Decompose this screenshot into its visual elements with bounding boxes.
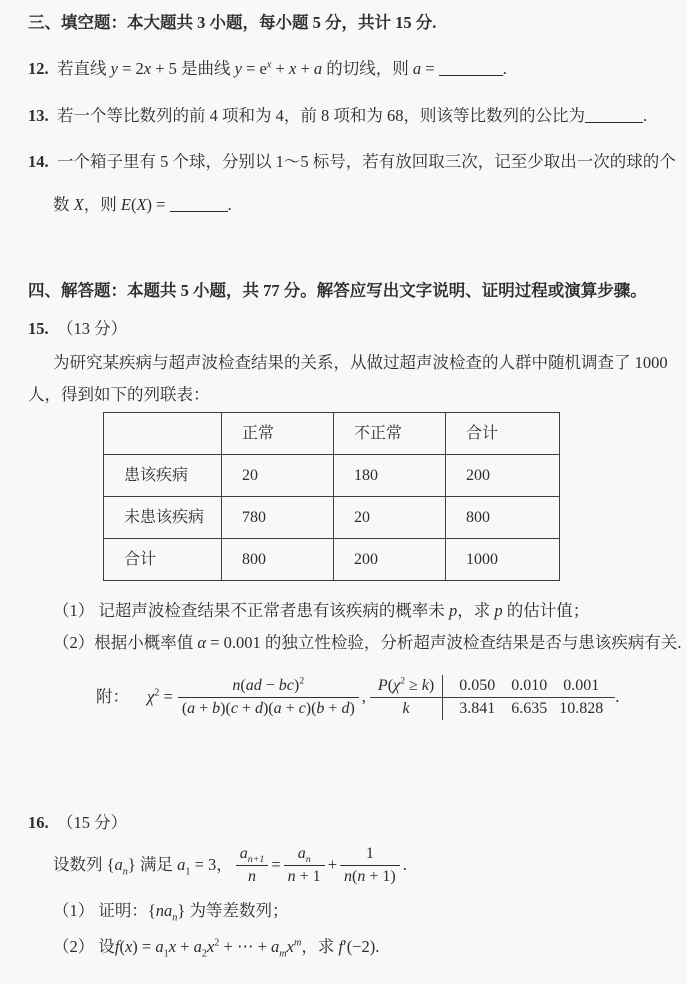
- k-label: k: [402, 699, 410, 717]
- question-13-text: 若一个等比数列的前 4 项和为 4，前 8 项和为 68，则该等比数列的公比为 .: [57, 106, 648, 125]
- question-16-intro: 设数列 $\{a_n\}$ 满足 $a_1 = 3$，: [53, 855, 233, 878]
- critical-value-row-probability: [370, 675, 615, 698]
- cell-value: 20: [334, 497, 446, 539]
- k-values: 3.841 6.635 10.828: [443, 697, 616, 720]
- equals-sign: =: [271, 855, 281, 874]
- fraction-numerator: $a_n$: [284, 844, 325, 866]
- fraction-denominator: n(n + 1): [344, 867, 396, 885]
- question-15-intro-line2: 人，得到如下的列联表：: [28, 385, 210, 404]
- question-16-part1: （1） 证明：$\{na_n\}$ 为等差数列；: [53, 901, 289, 924]
- contingency-header-empty: [104, 413, 222, 455]
- question-13: [28, 105, 677, 127]
- row-label-diseased: 患该疾病: [104, 455, 222, 497]
- fraction-numerator: n(ad − bc)$^2$: [178, 676, 359, 698]
- question-14-number: 14.: [28, 152, 49, 171]
- appendix-label: 附：: [96, 687, 129, 706]
- fraction-numerator: $a_{n+1}$: [236, 844, 269, 866]
- section-heading-solutions: 四、解答题：本题共 5 小题，共 77 分。解答应写出文字说明、证明过程或演算步骤。: [28, 281, 647, 300]
- recurrence-fraction-1: [236, 844, 269, 887]
- question-15-intro-line1: 为研究某疾病与超声波检查结果的关系，从做过超声波检查的人群中随机调查了 1000: [53, 353, 668, 372]
- cell-value: 180: [334, 455, 446, 497]
- cell-value: 800: [446, 497, 560, 539]
- contingency-header-abnormal: 不正常: [334, 413, 446, 455]
- question-13-number: 13.: [28, 106, 49, 125]
- chi-square-fraction: [178, 676, 359, 719]
- plus-sign: +: [327, 855, 337, 874]
- question-15-part2: （2）根据小概率值 α = 0.001 的独立性检验，分析超声波检查结果是否与患该疾病有关.: [53, 633, 682, 652]
- question-16-score: （15 分）: [57, 813, 128, 832]
- question-16-number: 16.: [28, 813, 49, 832]
- section-heading-fill-in: 三、填空题：本大题共 3 小题，每小题 5 分，共计 15 分.: [28, 13, 437, 32]
- cell-value: 1000: [446, 539, 560, 581]
- question-16-formula-line: [28, 842, 677, 888]
- question-16-header: [28, 812, 677, 834]
- contingency-header-total: 合计: [446, 413, 560, 455]
- fraction-numerator: 1: [340, 844, 400, 866]
- question-14: [28, 151, 677, 173]
- cell-value: 20: [222, 455, 334, 497]
- fraction-denominator: (a + b)(c + d)(a + c)(b + d): [181, 699, 355, 717]
- cell-value: 200: [446, 455, 560, 497]
- fraction-denominator: n + 1: [287, 867, 321, 885]
- question-15-number: 15.: [28, 319, 49, 338]
- table-row: [104, 497, 560, 539]
- question-15-header: [28, 318, 677, 340]
- cell-value: 200: [334, 539, 446, 581]
- question-14-text-line2: 数 X，则 E(X) = .: [53, 195, 232, 214]
- question-12-text: 若直线 y = 2x + 5 是曲线 $y = e^x + x + a$ 的切线，则 a = .: [57, 59, 507, 78]
- recurrence-fraction-3: [340, 844, 400, 887]
- question-16-part2: （2） 设$f(x) = a_1x + a_2x^2$ + ⋯ + $a_mx^m$，求 f′(−2).: [53, 937, 380, 960]
- contingency-header-normal: 正常: [222, 413, 334, 455]
- probability-label: $P(\chi^2 \ge k)$: [370, 675, 443, 698]
- question-14-text-line1: 一个箱子里有 5 个球，分别以 1～5 标号，若有放回取三次，记至少取出一次的球的个: [57, 152, 676, 171]
- fraction-denominator: n: [248, 867, 257, 885]
- period: .: [402, 855, 407, 874]
- question-15-score: （13 分）: [57, 319, 128, 338]
- chi-square-formula-line: [28, 672, 677, 722]
- critical-value-table: [370, 675, 615, 720]
- question-15-part1: （1） 记超声波检查结果不正常者患有该疾病的概率未 p，求 p 的估计值；: [53, 601, 590, 620]
- contingency-table-header-row: [104, 413, 560, 455]
- recurrence-fraction-2: [284, 844, 325, 887]
- contingency-table: [103, 412, 560, 581]
- comma-separator: ,: [361, 687, 366, 706]
- question-12: [28, 58, 677, 80]
- row-label-total: 合计: [104, 539, 222, 581]
- cell-value: 800: [222, 539, 334, 581]
- period: .: [615, 687, 620, 706]
- probability-values: 0.050 0.010 0.001: [443, 675, 616, 698]
- table-row: [104, 455, 560, 497]
- cell-value: 780: [222, 497, 334, 539]
- question-12-number: 12.: [28, 59, 49, 78]
- table-row: [104, 539, 560, 581]
- row-label-not-diseased: 未患该疾病: [104, 497, 222, 539]
- chi-square-lhs: $\chi^2$ =: [147, 687, 173, 706]
- critical-value-row-k: [370, 697, 615, 720]
